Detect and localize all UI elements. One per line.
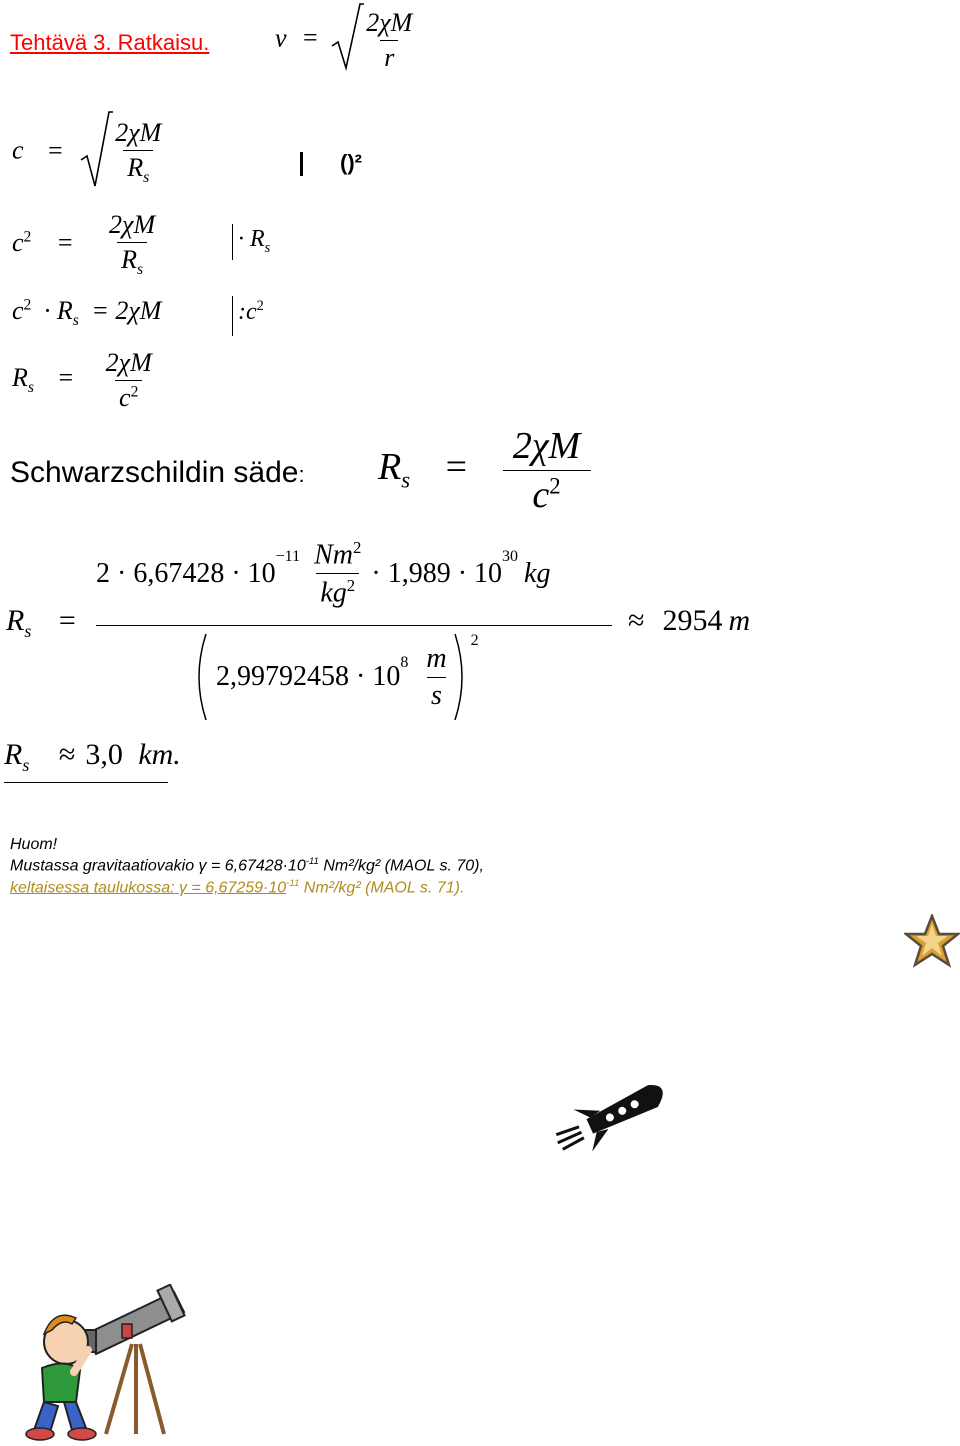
- calc-numerator: 2 · 6,67428 · 10 $^{-11}$ $\frac{Nm^2}{kg^2}$ · 1,989 · 10 $^{30}$ kg: [96, 538, 551, 609]
- sqrt-sign-icon: [79, 110, 113, 190]
- left-paren-icon: [190, 632, 210, 722]
- note-line2: keltaisessa taulukossa: $\gamma = 6,67259\cdot 10^{-11}$ Nm²/kg² (MAOL s. 71).: [10, 878, 465, 897]
- final-result: $R_s \approx 3,0$ km.: [4, 738, 181, 775]
- step1-equals: =: [48, 135, 63, 165]
- calc-num-part1: 2 · 6,67428 · 10: [96, 557, 276, 589]
- escape-velocity-formula: [275, 8, 416, 73]
- page-title: Tehtävä 3. Ratkaisu.: [10, 30, 210, 55]
- calc-denominator: 2,99792458 · 10 $^8$ $\frac{m}{s}$ $^2$: [190, 632, 479, 722]
- final-underline: [4, 782, 168, 783]
- operation-bar: [300, 152, 303, 176]
- calc-unit-num: Nm$^2$: [314, 538, 362, 571]
- step2-operation: · $R_s$: [238, 226, 271, 256]
- calc-unit-den: $kg^2$: [316, 573, 359, 609]
- step2-denominator: $R_s$: [117, 242, 147, 279]
- step2-lhs: $c^2$: [12, 227, 32, 257]
- calc-num-part2: · 1,989 · 10: [371, 557, 503, 589]
- ev-numerator: 2χM: [366, 8, 413, 37]
- note-heading: Huom!: [10, 836, 58, 853]
- schwarzschild-numerator: 2χM: [512, 425, 581, 467]
- ev-equals: =: [303, 23, 318, 53]
- calc-lhs: $R_s$ =: [6, 604, 76, 641]
- step3-equation: $c^2 \cdot R_s = 2\chi M$: [12, 296, 162, 330]
- operation-bar: [232, 224, 233, 260]
- star-icon: [904, 914, 960, 968]
- sqrt-sign-icon: [330, 2, 364, 72]
- schwarzschild-denominator: $c^2$: [503, 470, 591, 517]
- calc-num-unit: kg: [524, 557, 551, 589]
- ev-denominator: r: [380, 40, 398, 73]
- step4-lhs: $R_s$: [12, 363, 34, 397]
- schwarzschild-label: Schwarzschildin säde:: [10, 456, 305, 489]
- note-line1: Mustassa gravitaatiovakio $\gamma = 6,67428\cdot 10^{-11}$ Nm²/kg² (MAOL s. 70),: [10, 856, 484, 875]
- rocket-icon: [548, 1078, 688, 1154]
- step1-denominator: $R_s$: [123, 150, 153, 187]
- step2-equals: =: [57, 227, 73, 257]
- step2-equation: [12, 210, 159, 279]
- step1-operation: ()²: [340, 150, 362, 175]
- ev-lhs: v: [275, 23, 287, 53]
- right-paren-icon: [451, 632, 471, 722]
- step4-denominator: $c^2$: [115, 380, 142, 413]
- calc-result: ≈ 2954 m: [628, 604, 751, 637]
- schwarzschild-formula: $R_s$ = $\frac{2\chi M}{c^2}$: [378, 424, 591, 517]
- telescope-boy-icon: [14, 1284, 200, 1444]
- step4-numerator: 2χM: [105, 348, 152, 377]
- step1-numerator: 2χM: [115, 118, 162, 147]
- step2-numerator: 2χM: [109, 210, 156, 239]
- step3-operation: $:c^2$: [238, 298, 264, 325]
- calc-fraction-bar: [96, 625, 612, 626]
- step1-lhs: c: [12, 135, 24, 165]
- calc-den-unit-num: m: [426, 642, 447, 674]
- step1-equation: [12, 118, 165, 187]
- operation-bar: [232, 296, 233, 336]
- schwarzschild-lhs: $R_s$: [378, 446, 411, 493]
- step4-equation: $R_s$ = $\frac{2\chi M}{c^2}$: [12, 348, 156, 413]
- calc-den-unit-den: s: [427, 677, 446, 712]
